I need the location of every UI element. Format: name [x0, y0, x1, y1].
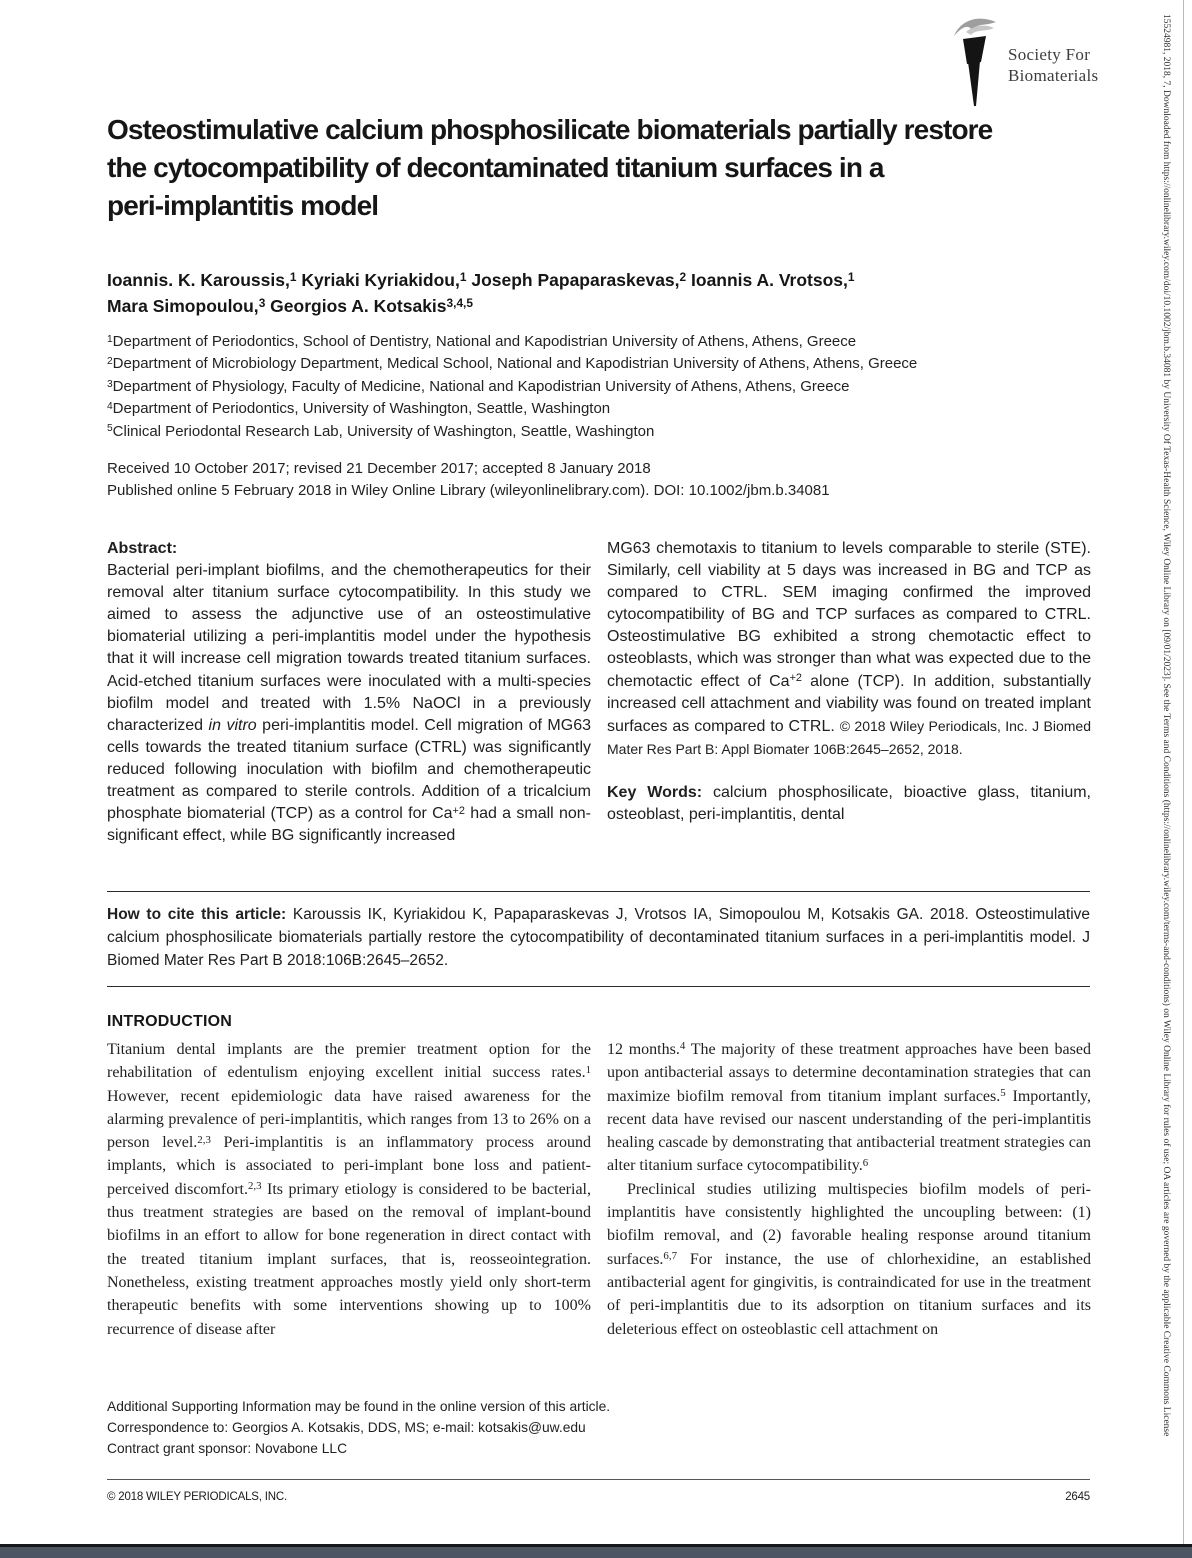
how-to-cite-box: How to cite this article: Karoussis IK, Kyriakidou K, Papaparaskevas J, Vrotsos IA, Simopoulou M, Kotsakis GA. 2018. Osteostimulative calcium phosphosilicate biomaterials partially restore the cytocompatibility of decontaminated titanium surfaces in a peri-implantitis model. J Biomed Mater Res Part B 2018:106B:2645–2652.: [107, 906, 1091, 969]
logo-text: [1008, 44, 1098, 86]
published-doi: Published online 5 February 2018 in Wiley Online Library (wileyonlinelibrary.com). DOI: 10.1002/jbm.b.34081: [107, 482, 830, 500]
page-edge-line: [1183, 0, 1184, 1558]
society-logo: [950, 12, 1098, 117]
logo-line-2: Biomaterials: [1008, 66, 1099, 85]
intro-paragraph-right-2: Preclinical studies utilizing multispecies biofilm models of peri-implantitis have consistently highlighted the uncoupling between: (1) biofilm removal, and (2) favorable healing response around titanium surfaces.$^{6,7}$ For instance, the use of chlorhexidine, an established antibacterial agent for gingivitis, is contraindicated for use in the treatment of peri-implantitis due to its adsorption on titanium surfaces and its deleterious effect on osteoblastic cell attachment on: [607, 1180, 1091, 1338]
bottom-bar: [0, 1544, 1192, 1558]
author-line-1: Ioannis. K. Karoussis,$^1$ Kyriaki Kyriakidou,$^1$ Joseph Papaparaskevas,$^2$ Ioannis A. Vrotsos,$^1$: [107, 270, 855, 290]
abstract-left-column: [107, 538, 591, 847]
title-line-1: Osteostimulative calcium phosphosilicate biomaterials partially restore: [107, 114, 993, 145]
affiliation-item: $^5$Clinical Periodontal Research Lab, University of Washington, Seattle, Washington: [107, 422, 655, 440]
author-list: [107, 267, 855, 319]
logo-line-1: Society For: [1008, 45, 1091, 64]
footnote-grant-sponsor: Contract grant sponsor: Novabone LLC: [107, 1441, 348, 1456]
introduction-heading: INTRODUCTION: [107, 1013, 233, 1030]
title-line-2: the cytocompatibility of decontaminated titanium surfaces in a: [107, 152, 884, 183]
page-number: 2645: [1065, 1491, 1090, 1503]
title-line-3: peri-implantitis model: [107, 190, 379, 221]
affiliation-item: $^1$Department of Periodontics, School of Dentistry, National and Kapodistrian University of Athens, Athens, Greece: [107, 333, 857, 350]
affiliation-item: $^2$Department of Microbiology Department, Medical School, National and Kapodistrian University of Athens, Athens, Greece: [107, 355, 918, 373]
intro-paragraph-right-1: 12 months.$^4$ The majority of these treatment approaches have been based upon antibacterial assays to determine decontamination strategies that can maximize biofilm removal from titanium implant surfaces.$^5$ Importantly, recent data have revised our nascent understanding of the peri-implantitis healing cascade by demonstrating that antibacterial treatment strategies can alter titanium surface cytocompatibility.$^6$: [607, 1040, 1092, 1175]
abstract-text-left: Bacterial peri-implant biofilms, and the chemotherapeutics for their removal alter titanium surface cytocompatibility. In this study we aimed to assess the adjunctive use of an osteostimulative biomaterial utilizing a peri-implantitis model under the hypothesis that it will increase cell migration towards treated titanium surfaces. Acid-etched titanium surfaces were inoculated with a multi-species biofilm model and treated with 1.5% NaOCl in a previously characterized in vitro peri-implantitis model. Cell migration of MG63 cells towards the treated titanium surface (CTRL) was significantly reduced following inoculation with biofilm and chemotherapeutic treatment as compared to sterile controls. Addition of a tricalcium phosphate biomaterial (TCP) as a control for $Ca^{+2}$ had a small non-significant effect, while BG significantly increased: [107, 562, 591, 845]
abstract-text-right: MG63 chemotaxis to titanium to levels comparable to sterile (STE). Similarly, cell viability at 5 days was increased in BG and TCP as compared to CTRL. SEM imaging confirmed the improved cytocompatibility of BG and TCP surfaces as compared to CTRL. Osteostimulative BG exhibited a strong chemotactic effect to osteoblasts, which was stronger than what was expected due to the chemotactic effect of $Ca^{+2}$ alone (TCP). In addition, substantially increased cell attachment and viability was found on treated implant surfaces as compared to CTRL. © 2018 Wiley Periodicals, Inc. J Biomed Mater Res Part B: Appl Biomater 106B:2645–2652, 2018.: [607, 540, 1092, 757]
page-footer: [107, 1491, 1090, 1503]
abstract-right-column: [607, 538, 1091, 826]
footer-rule: [107, 1479, 1090, 1480]
affiliation-item: $^4$Department of Periodontics, University of Washington, Seattle, Washington: [107, 400, 611, 418]
footnote-supporting-info: Additional Supporting Information may be found in the online version of this article.: [107, 1399, 611, 1414]
introduction-right-column: [607, 1038, 1091, 1341]
sidebar-provenance-text: 15524981, 2018, 7, Downloaded from https://onlinelibrary.wiley.com/doi/10.1002/jbm.b.34081 by University Of Texas-Health Science, Wiley Online Library on [09/01/2023]. See the Terms and Conditions (https://onlinelibrary.wiley.com/terms-and-conditions) on Wiley Online Library for rules of use; OA articles are governed by the applicable Creative Commons License: [1161, 14, 1171, 1437]
publication-dates: [107, 458, 830, 503]
footnote-correspondence: Correspondence to: Georgios A. Kotsakis, DDS, MS; e-mail: kotsakis@uw.edu: [107, 1420, 586, 1435]
abstract-heading: Abstract:: [107, 540, 178, 557]
affiliation-list: [107, 331, 917, 443]
copyright-text: © 2018 WILEY PERIODICALS, INC.: [107, 1491, 287, 1503]
citation-divider-bottom: [107, 986, 1090, 987]
author-line-2: Mara Simopoulou,$^3$ Georgios A. Kotsakis$^{3,4,5}$: [107, 296, 473, 316]
affiliation-item: $^3$Department of Physiology, Faculty of Medicine, National and Kapodistrian University of Athens, Athens, Greece: [107, 377, 850, 395]
article-title: [107, 111, 992, 225]
torch-icon: [950, 12, 1000, 117]
received-dates: Received 10 October 2017; revised 21 December 2017; accepted 8 January 2018: [107, 460, 651, 477]
footnote-block: [107, 1396, 610, 1459]
keywords: Key Words: calcium phosphosilicate, bioactive glass, titanium, osteoblast, peri-implantitis, dental: [607, 783, 1091, 824]
introduction-left-column: [107, 1038, 591, 1341]
intro-paragraph-left: Titanium dental implants are the premier treatment option for the rehabilitation of edentulism enjoying excellent initial success rates.$^1$ However, recent epidemiologic data have raised awareness for the alarming prevalence of peri-implantitis, which ranges from 13 to 26% on a person level.$^{2,3}$ Peri-implantitis is an inflammatory process around implants, which is associated to peri-implant bone loss and patient-perceived discomfort.$^{2,3}$ Its primary etiology is considered to be bacterial, thus treatment strategies are based on the removal of implant-bound biofilms in an effort to allow for bone regeneration in direct contact with the treated titanium implant surfaces, that is, reosseointegration. Nonetheless, existing treatment approaches mostly yield only short-term therapeutic benefits with some interventions showing up to 100% recurrence of disease after: [107, 1041, 591, 1338]
citation-divider-top: [107, 891, 1090, 892]
